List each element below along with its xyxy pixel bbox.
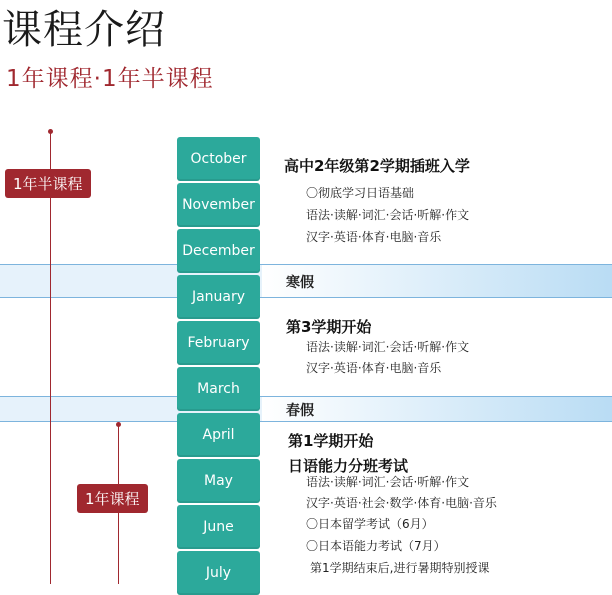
month-october: October	[177, 137, 260, 181]
section-1-line: 语法·读解·词汇·会话·听解·作文	[306, 208, 470, 222]
month-june: June	[177, 505, 260, 549]
timeline-line-1-5-year	[50, 132, 51, 584]
section-3-subheading: 日语能力分班考试	[288, 457, 409, 475]
month-november: November	[177, 183, 260, 227]
spring-break-label: 春假	[286, 403, 314, 419]
page-subtitle: 1年课程·1年半课程	[6, 66, 214, 92]
month-july: July	[177, 551, 260, 595]
spring-break-gradient	[262, 397, 612, 421]
winter-break-gradient	[262, 265, 612, 297]
winter-break-label: 寒假	[286, 275, 314, 291]
section-3-line: 语法·读解·词汇·会话·听解·作文	[306, 475, 470, 489]
month-march: March	[177, 367, 260, 411]
section-2-line: 汉字·英语·体育·电脑·音乐	[306, 361, 442, 375]
tag-1-year-course: 1年课程	[77, 484, 148, 513]
month-april: April	[177, 413, 260, 457]
section-2-heading: 第3学期开始	[286, 318, 372, 336]
section-3-heading: 第1学期开始	[288, 432, 374, 450]
section-3-line: 汉字·英语·社会·数学·体育·电脑·音乐	[306, 496, 497, 510]
month-january: January	[177, 275, 260, 319]
section-2-line: 语法·读解·词汇·会话·听解·作文	[306, 340, 470, 354]
section-1-line: 〇彻底学习日语基础	[306, 186, 415, 200]
tag-1-5-year-course: 1年半课程	[5, 169, 91, 198]
month-may: May	[177, 459, 260, 503]
section-1-line: 汉字·英语·体育·电脑·音乐	[306, 230, 442, 244]
section-1-heading: 高中2年级第2学期插班入学	[284, 157, 470, 175]
section-3-line: 第1学期结束后,进行暑期特别授课	[310, 561, 490, 575]
section-3-line: 〇日本语能力考试（7月）	[306, 539, 446, 553]
section-3-line: 〇日本留学考试（6月）	[306, 517, 434, 531]
page-title: 课程介绍	[2, 7, 166, 53]
month-february: February	[177, 321, 260, 365]
month-december: December	[177, 229, 260, 273]
